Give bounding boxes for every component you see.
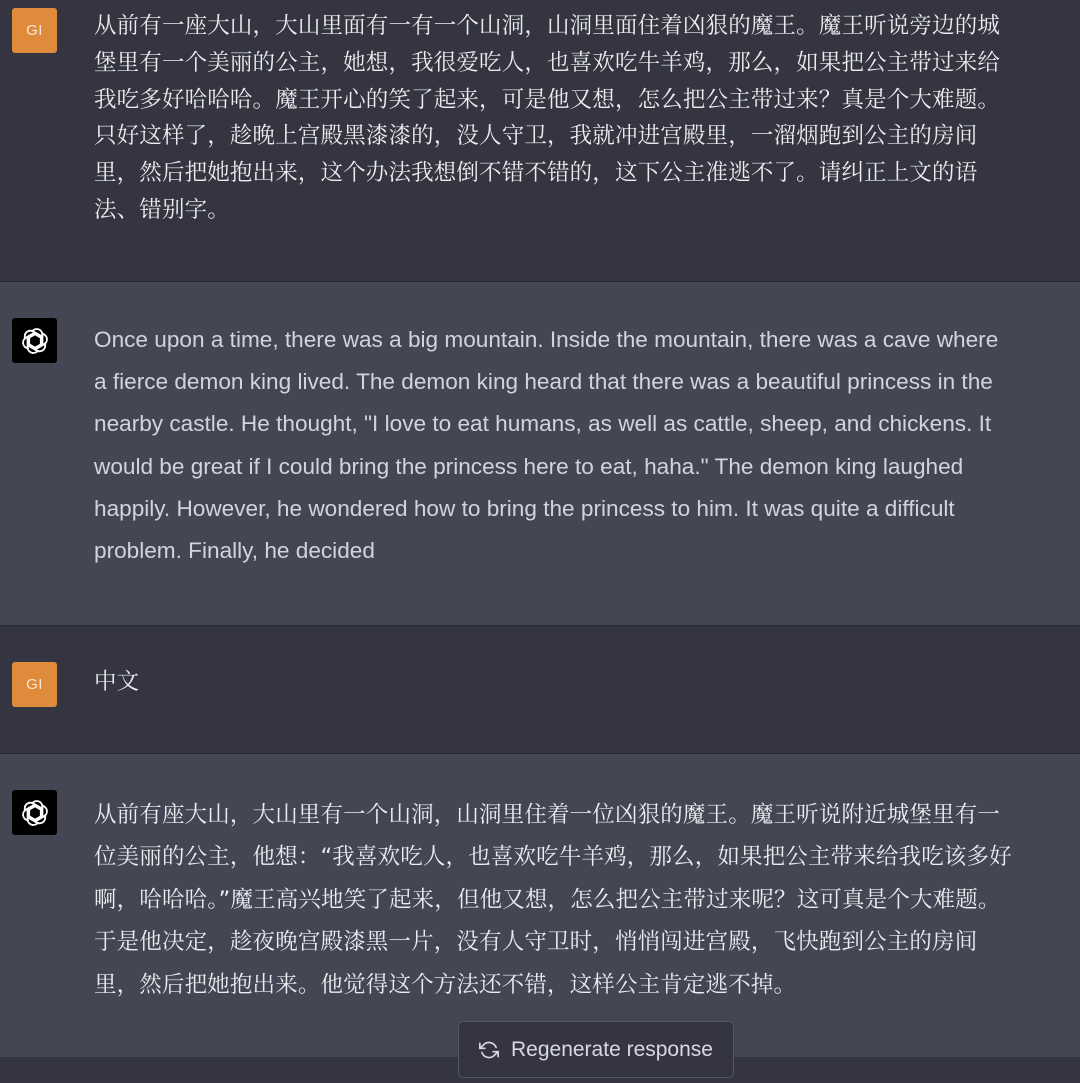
- openai-logo-icon: [12, 790, 57, 835]
- user-message-text: 中文: [94, 669, 140, 695]
- regenerate-response-button[interactable]: [458, 1021, 734, 1078]
- refresh-icon: [479, 1040, 499, 1060]
- assistant-message-text: 从前有座大山，大山里有一个山洞，山洞里住着一位凶狠的魔王。魔王听说附近城堡里有一 位美丽的公主，他想：“我喜欢吃人，也喜欢吃牛羊鸡，那么，如果把公主带来给我吃该多好 啊，哈哈哈。”魔王高兴地笑了起来，但他又想，怎么把公主带过来呢？这可真是个大难题。 于是他决定，趁夜晚宫殿漆黑一片，没有人守卫时，悄悄闯进宫殿，飞快跑到公主的房间 里，然后把她抱出来。他觉得这个方法还不错，这样公主肯定逃不掉。: [94, 802, 1012, 998]
- assistant-message: [0, 282, 1080, 626]
- openai-logo-icon: [12, 318, 57, 363]
- assistant-message-text: Once upon a time, there was a big mountain. Inside the mountain, there was a cave where a fierce demon king lived. The demon king heard that there was a beautiful princess in the nearby castle. He thought, "I love to eat humans, as well as cattle, sheep, and chickens. It would be great if I could bring the princess here to eat, haha." The demon king laughed happily. However, he wondered how to bring the princess to him. It was quite a difficult problem. Finally, he decided: [94, 327, 999, 564]
- user-message: [0, 0, 1080, 282]
- user-avatar-initials: GI: [26, 676, 43, 693]
- user-avatar-initials: GI: [26, 22, 43, 39]
- user-message-text: 从前有一座大山，大山里面有一有一个山洞，山洞里面住着凶狠的魔王。魔王听说旁边的城 堡里有一个美丽的公主，她想，我很爱吃人，也喜欢吃牛羊鸡，那么，如果把公主带过来给 我吃多好哈哈哈。魔王开心的笑了起来，可是他又想，怎么把公主带过来？真是个大难题。 只好这样了，趁晚上宫殿黑漆漆的，没人守卫，我就冲进宫殿里，一溜烟跑到公主的房间 里，然后把她抱出来，这个办法我想倒不错不错的，这下公主准逃不了。请纠正上文的语 法、错别字。: [94, 13, 1001, 223]
- user-avatar: [12, 662, 57, 707]
- user-message: [0, 626, 1080, 754]
- regenerate-response-label: Regenerate response: [511, 1037, 713, 1061]
- user-avatar: [12, 8, 57, 53]
